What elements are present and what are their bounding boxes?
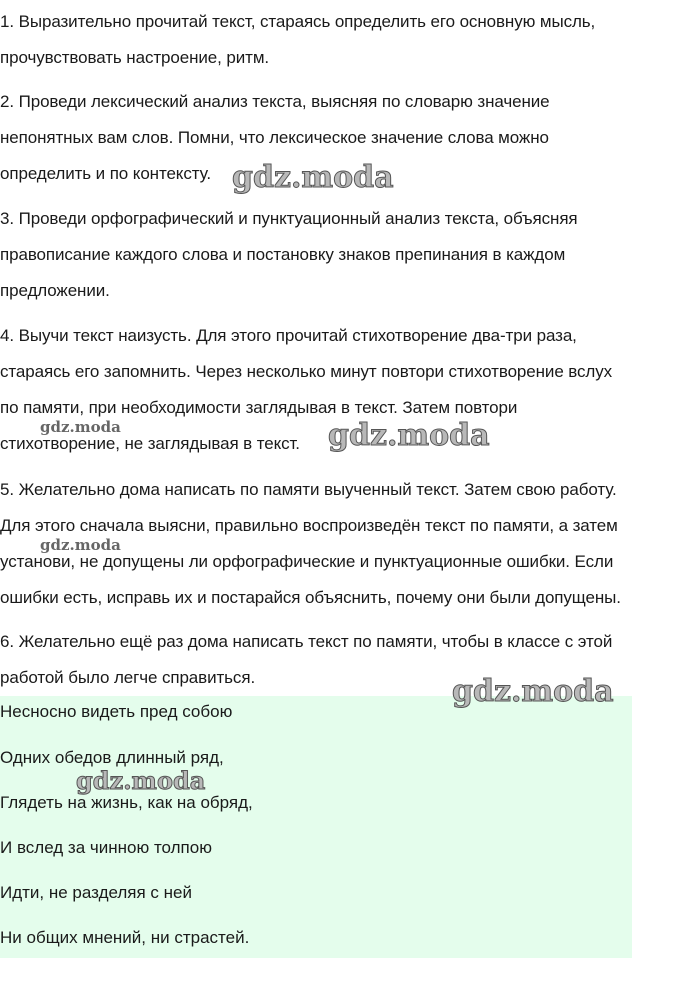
instruction-line: ошибки есть, исправь их и постарайся объяснить, почему они были допущены. xyxy=(0,588,621,607)
instruction-line: 2. Проведи лексический анализ текста, выясняя по словарю значение xyxy=(0,92,550,111)
instruction-line: по памяти, при необходимости заглядывая в текст. Затем повтори xyxy=(0,398,518,417)
poem-block xyxy=(0,696,632,958)
instruction-line: 3. Проведи орфографический и пунктуационный анализ текста, объясняя xyxy=(0,209,578,228)
instruction-6 xyxy=(0,624,612,696)
watermark-logo: gdz.moda xyxy=(76,766,206,795)
instruction-line: 4. Выучи текст наизусть. Для этого прочитай стихотворение два-три раза, xyxy=(0,326,577,345)
instruction-line: непонятных вам слов. Помни, что лексическое значение слова можно xyxy=(0,128,549,147)
watermark-logo: gdz.moda xyxy=(328,418,490,453)
poem-line: Ни общих мнений, ни страстей. xyxy=(0,928,250,947)
poem-line: Несносно видеть пред собою xyxy=(0,702,233,721)
poem-line: Одних обедов длинный ряд, xyxy=(0,748,224,767)
instruction-line: стараясь его запомнить. Через несколько минут повтори стихотворение вслух xyxy=(0,362,613,381)
instruction-line: 1. Выразительно прочитай текст, стараясь определить его основную мысль, xyxy=(0,12,596,31)
instruction-line: установи, не допущены ли орфографические и пунктуационные ошибки. Если xyxy=(0,552,614,571)
instruction-line: Для этого сначала выясни, правильно воспроизведён текст по памяти, а затем xyxy=(0,516,618,535)
instruction-line: прочувствовать настроение, ритм. xyxy=(0,48,270,67)
poem-line: Глядеть на жизнь, как на обряд, xyxy=(0,793,253,812)
instruction-5 xyxy=(0,472,621,616)
instruction-line: 6. Желательно ещё раз дома написать текст по памяти, чтобы в классе с этой xyxy=(0,632,613,651)
instruction-line: 5. Желательно дома написать по памяти выученный текст. Затем свою работу. xyxy=(0,480,617,499)
instruction-line: работой было легче справиться. xyxy=(0,668,256,687)
instruction-1 xyxy=(0,4,595,76)
instruction-line: стихотворение, не заглядывая в текст. xyxy=(0,434,300,453)
instruction-4 xyxy=(0,318,612,462)
watermark-logo: gdz.moda xyxy=(40,418,121,436)
instruction-2 xyxy=(0,84,550,192)
poem-line: Идти, не разделяя с ней xyxy=(0,883,192,902)
instruction-3 xyxy=(0,201,578,309)
poem-line: И вслед за чинною толпою xyxy=(0,838,212,857)
watermark-logo: gdz.moda xyxy=(452,674,614,709)
instruction-line: предложении. xyxy=(0,281,110,300)
instruction-line: определить и по контексту. xyxy=(0,164,211,183)
instruction-line: правописание каждого слова и постановку знаков препинания в каждом xyxy=(0,245,566,264)
watermark-logo: gdz.moda xyxy=(40,536,121,554)
watermark-logo: gdz.moda xyxy=(232,160,394,195)
